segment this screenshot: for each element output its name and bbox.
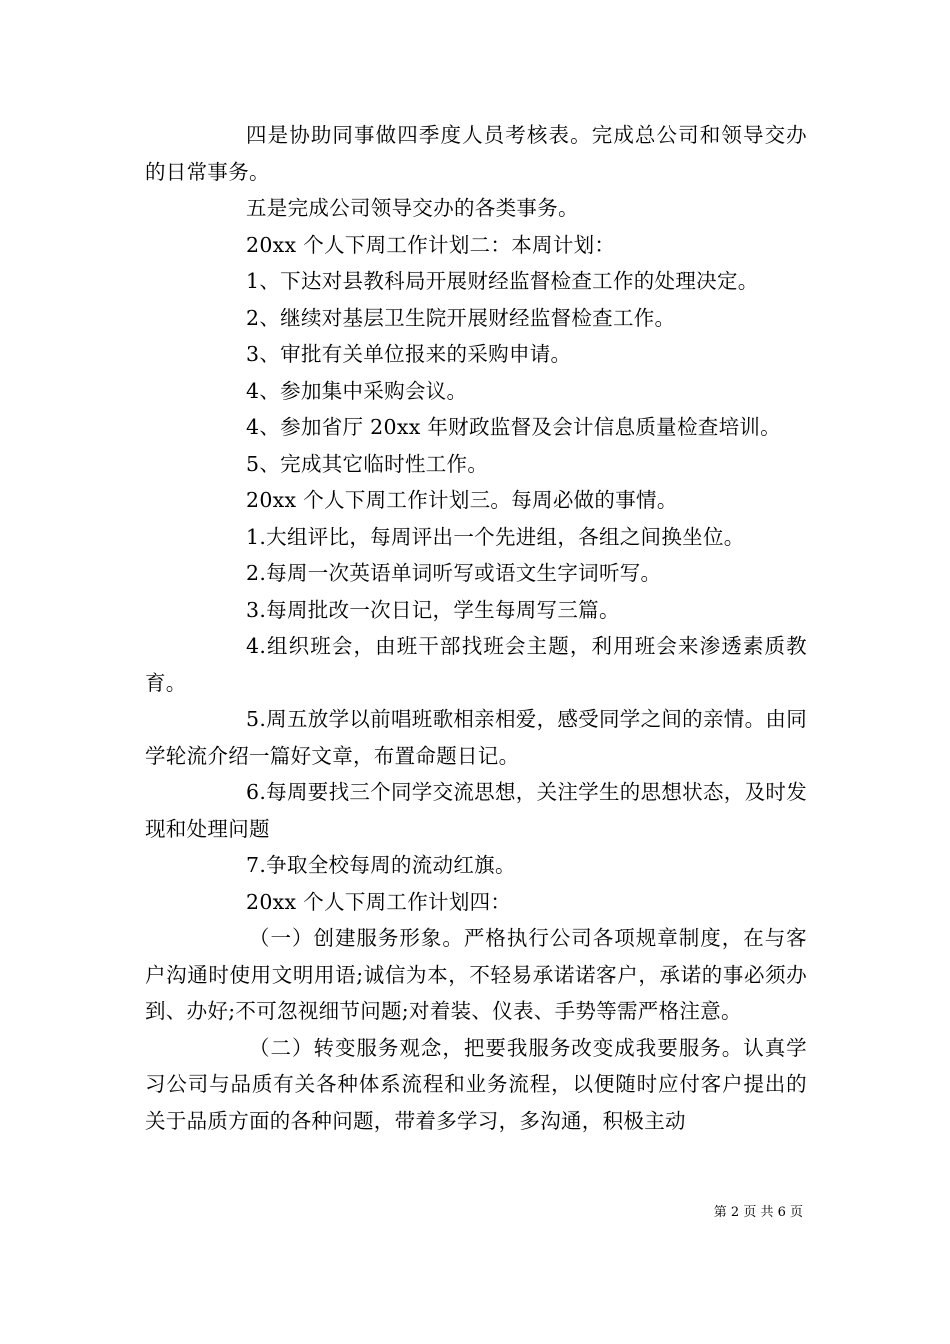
list-item: 3.每周批改一次日记，学生每周写三篇。: [246, 597, 620, 622]
list-item: 4、参加省厅 20xx 年财政监督及会计信息质量检查培训。: [246, 415, 781, 439]
list-item: 4.组织班会，由班干部找班会主题，利用班会来渗透素质教育。: [145, 634, 807, 695]
paragraph: 20xx 个人下周工作计划二：本周计划：: [246, 232, 616, 257]
paragraph: 五是完成公司领导交办的各类事务。: [246, 196, 579, 220]
page-number: 第 2 页 共 6 页: [713, 1205, 803, 1220]
paragraph: （二）转变服务观念，把要我服务改变成我要服务。认真学习公司与品质有关各种体系流程和业务流程，以便随时应付客户提出的关于品质方面的各种问题，带着多学习，多沟通，积极主动: [145, 1035, 807, 1133]
document-body: [145, 117, 807, 1139]
list-item: 2、继续对基层卫生院开展财经监督检查工作。: [246, 305, 676, 330]
paragraph: 20xx 个人下周工作计划三。每周必做的事情。: [246, 488, 678, 512]
list-item: 5.周五放学以前唱班歌相亲相爱，感受同学之间的亲情。由同学轮流介绍一篇好文章，布置命题日记。: [145, 707, 807, 768]
paragraph: （一）创建服务形象。严格执行公司各项规章制度，在与客户沟通时使用文明用语;诚信为本，不轻易承诺诺客户，承诺的事必须办到、办好;不可忽视细节问题;对着装、仪表、手势等需严格注意。: [145, 926, 807, 1023]
list-item: 1.大组评比，每周评出一个先进组，各组之间换坐位。: [246, 524, 745, 549]
list-item: 6.每周要找三个同学交流思想，关注学生的思想状态，及时发现和处理问题: [145, 780, 807, 841]
list-item: 5、完成其它临时性工作。: [246, 451, 489, 476]
paragraph: 20xx 个人下周工作计划四：: [246, 889, 512, 914]
list-item: 7.争取全校每周的流动红旗。: [246, 853, 516, 877]
paragraph: 四是协助同事做四季度人员考核表。完成总公司和领导交办的日常事务。: [145, 123, 807, 184]
list-item: 1、下达对县教科局开展财经监督检查工作的处理决定。: [246, 269, 759, 293]
list-item: 4、参加集中采购会议。: [246, 378, 468, 403]
list-item: 3、审批有关单位报来的采购申请。: [246, 342, 572, 366]
list-item: 2.每周一次英语单词听写或语文生字词听写。: [246, 561, 662, 585]
